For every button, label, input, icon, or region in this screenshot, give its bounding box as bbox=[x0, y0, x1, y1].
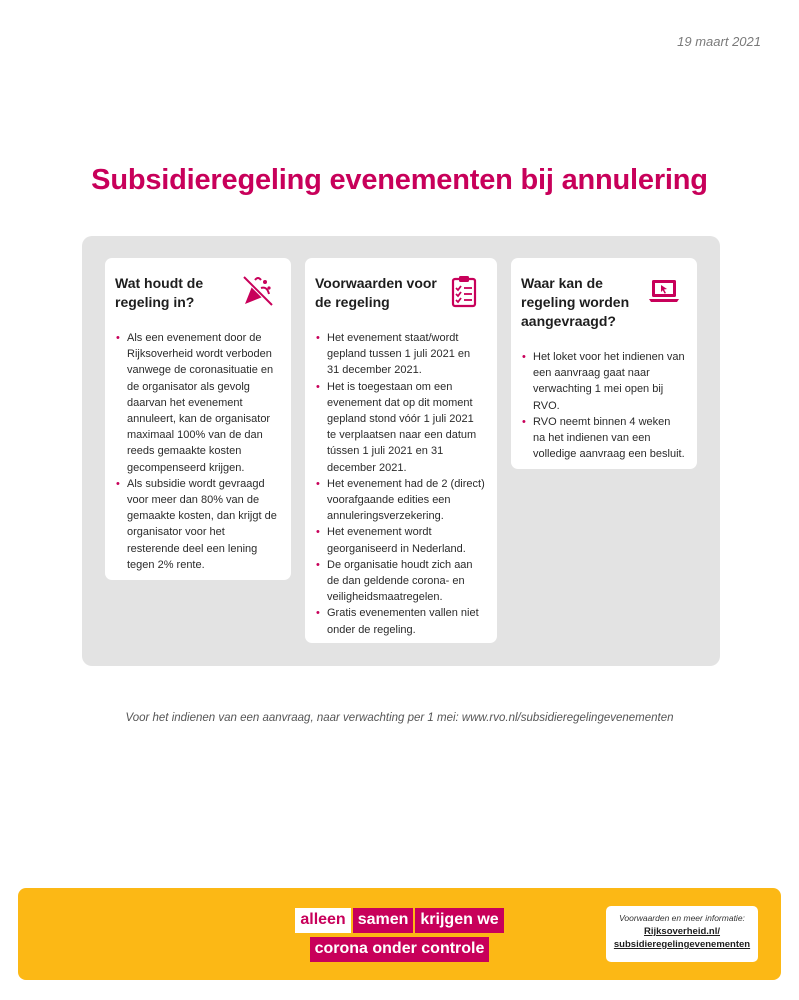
list-item: • Het is toegestaan om een evenement dat op dit moment gepland stond vóór 1 juli 2021 te verplaatsen naar een datum tússen 1 juli 2021 en 31 december 2021. bbox=[315, 379, 485, 476]
card-title: Voorwaarden voor de regeling bbox=[315, 275, 437, 310]
checklist-icon bbox=[447, 274, 481, 308]
footnote: Voor het indienen van een aanvraag, naar verwachting per 1 mei: www.rvo.nl/subsidieregelingevenementen bbox=[125, 712, 674, 724]
card-what-is-it bbox=[105, 258, 291, 580]
list-item: • De organisatie houdt zich aan de dan geldende corona- en veiligheidsmaatregelen. bbox=[315, 557, 485, 606]
list-item: • Het evenement staat/wordt gepland tussen 1 juli 2021 en 31 december 2021. bbox=[315, 330, 485, 379]
slogan-chip: krijgen we bbox=[415, 908, 503, 933]
more-info-link[interactable]: subsidieregelingevenementen bbox=[613, 939, 751, 950]
list-item: • Gratis evenementen vallen niet onder de regeling. bbox=[315, 605, 485, 637]
card-list bbox=[521, 349, 685, 462]
list-item: • Als subsidie wordt gevraagd voor meer dan 80% van de gemaakte kosten, dan krijgt de organisator voor het resterende deel een lening tegen 2% rente. bbox=[115, 476, 279, 573]
list-item: • Het evenement had de 2 (direct) voorafgaande edities een annuleringsverzekering. bbox=[315, 476, 485, 525]
card-title: Wat houdt de regeling in? bbox=[115, 275, 204, 310]
slogan-chip: samen bbox=[353, 908, 414, 933]
card-list bbox=[115, 330, 279, 573]
more-info-box bbox=[606, 906, 758, 962]
page-title: Subsidieregeling evenementen bij annulering bbox=[91, 164, 708, 196]
slogan-chip: corona onder controle bbox=[310, 937, 490, 962]
publication-date: 19 maart 2021 bbox=[677, 34, 761, 49]
slogan-chip: alleen bbox=[295, 908, 350, 933]
card-list bbox=[315, 330, 485, 638]
card-title: Waar kan de regeling worden aangevraagd? bbox=[521, 275, 630, 329]
list-item: • Als een evenement door de Rijksoverheid wordt verboden vanwege de coronasituatie en de organisator als gevolg daarvan het evenement annuleert, kan de organisator maximaal 100% van de dan reeds gemaakte kosten gecompenseerd krijgen. bbox=[115, 330, 279, 476]
more-info-link[interactable]: Rijksoverheid.nl/ bbox=[643, 926, 721, 937]
cancelled-party-icon bbox=[241, 274, 275, 308]
card-conditions bbox=[305, 258, 497, 643]
list-item: • Het evenement wordt georganiseerd in Nederland. bbox=[315, 524, 485, 556]
list-item: • Het loket voor het indienen van een aanvraag gaat naar verwachting 1 mei open bij RVO. bbox=[521, 349, 685, 414]
card-where-to-apply bbox=[511, 258, 697, 469]
laptop-icon bbox=[647, 274, 681, 308]
more-info-label: Voorwaarden en meer informatie: bbox=[619, 913, 745, 923]
list-item: • RVO neemt binnen 4 weken na het indienen van een volledige aanvraag een besluit. bbox=[521, 414, 685, 463]
